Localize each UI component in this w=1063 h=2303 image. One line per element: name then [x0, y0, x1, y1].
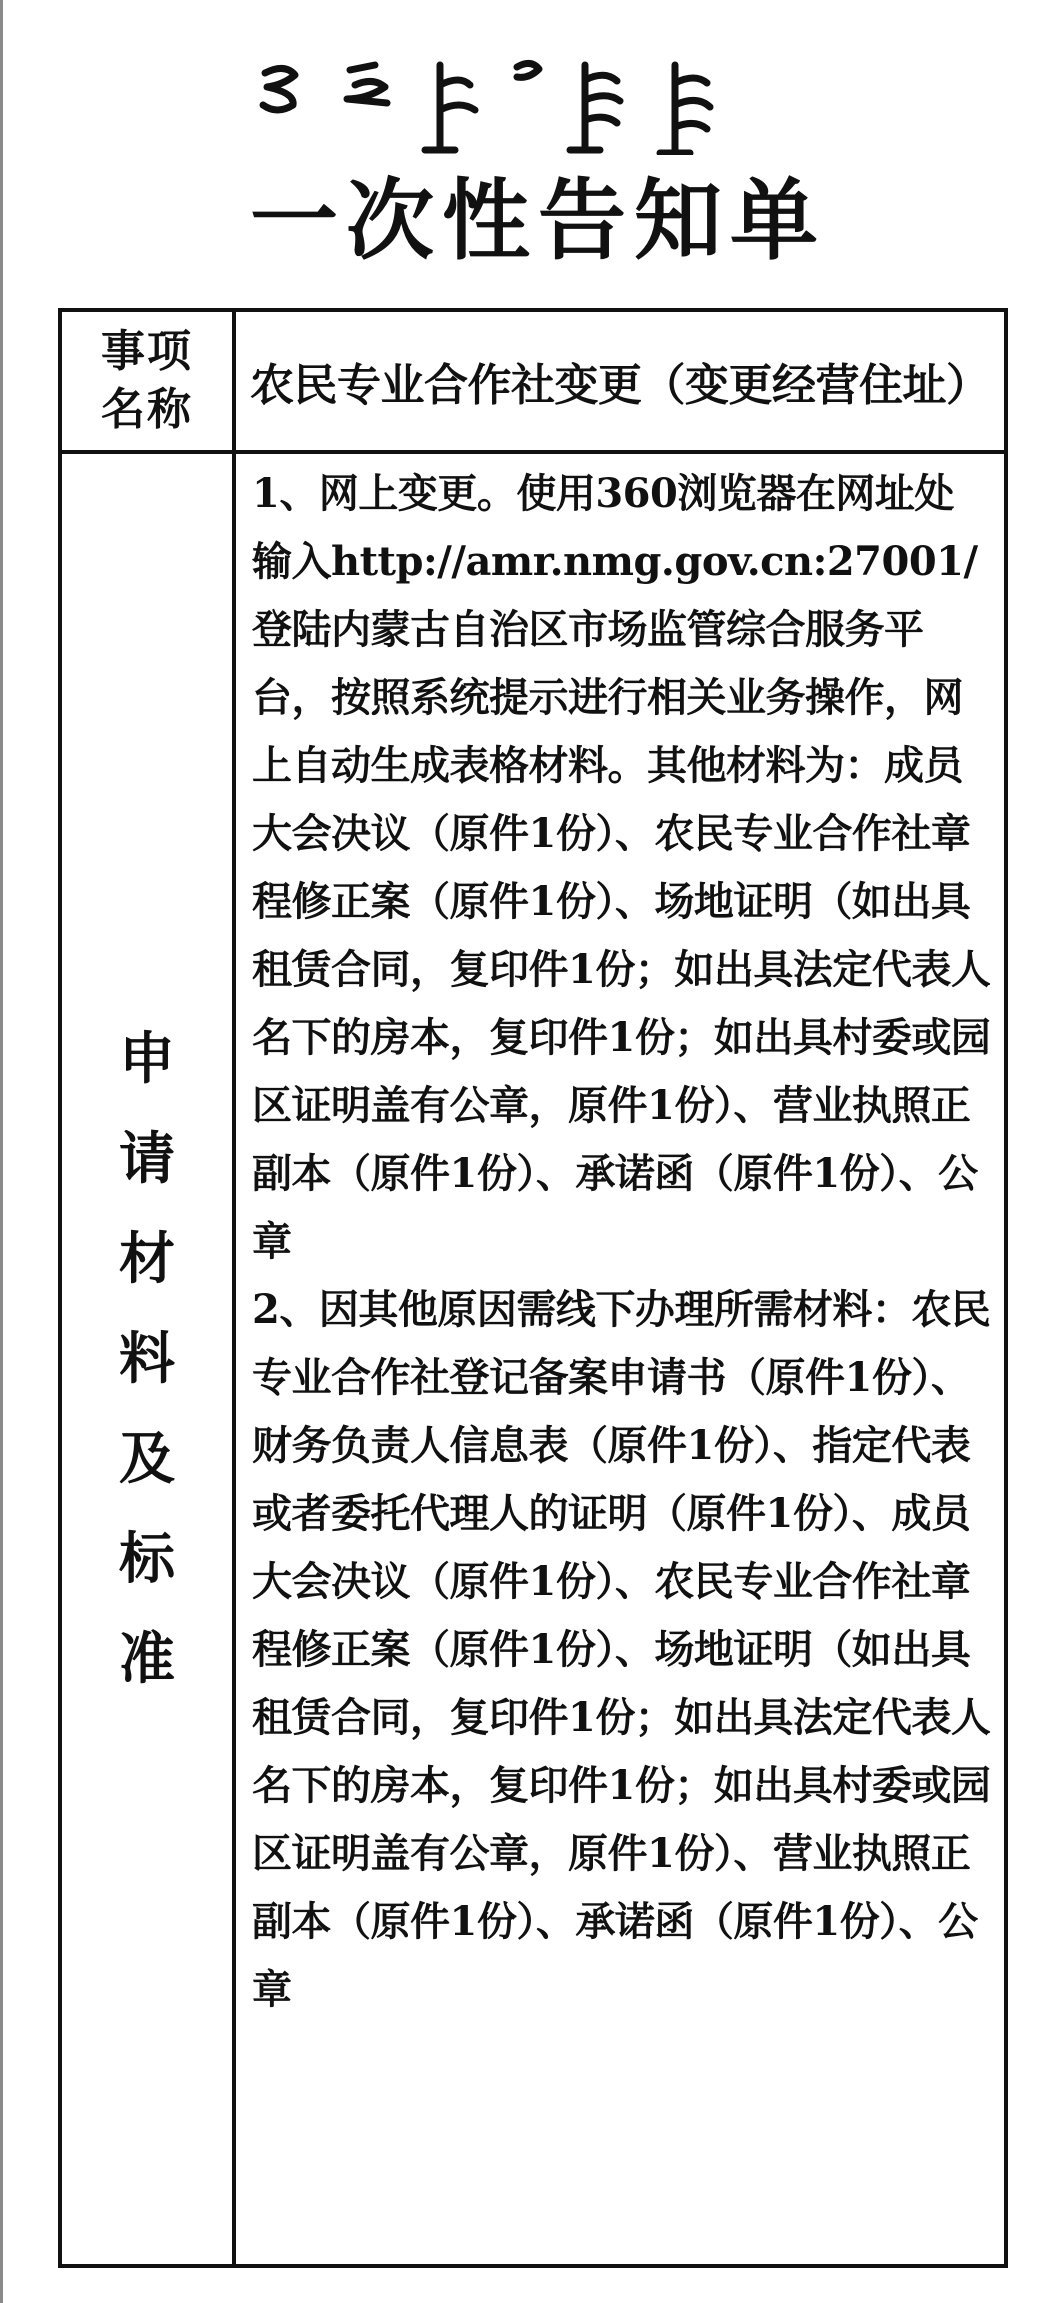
- item-name-value: 农民专业合作社变更（变更经营住址）: [250, 360, 990, 411]
- item-name-label-line1: 事项: [101, 326, 193, 377]
- table-column-divider: [232, 312, 236, 2264]
- item-name-label-line2: 名称: [101, 384, 193, 435]
- left-border-line: [0, 0, 3, 2303]
- materials-label-text: 申请材料及标准: [119, 1026, 175, 1692]
- offline-materials-paragraph: 2、因其他原因需线下办理所需材料：农民专业合作社登记备案申请书（原件1份）、财务负责人信息表（原件1份）、指定代表或者委托代理人的证明（原件1份）、成员大会决议（原件1份）、农民专业合作社章程修正案（原件1份）、场地证明（如出具租赁合同，复印件1份；如出具法定代表人名下的房本，复印件1份；如出具村委或园区证明盖有公章，原件1份）、营业执照正副本（原件1份）、承诺函（原件1份）、公章: [252, 1286, 991, 2013]
- materials-content: [252, 460, 992, 2024]
- item-name-label: [62, 312, 232, 450]
- mongolian-script-title: [255, 55, 775, 155]
- page-title: 一次性告知单: [250, 168, 827, 272]
- info-table: [58, 308, 1008, 2268]
- online-change-paragraph: 1、网上变更。使用360浏览器在网址处输入http://amr.nmg.gov.cn:27001/登陆内蒙古自治区市场监管综合服务平台，按照系统提示进行相关业务操作，网上自动生成表格材料。其他材料为：成员大会决议（原件1份）、农民专业合作社章程修正案（原件1份）、场地证明（如出具租赁合同，复印件1份；如出具法定代表人名下的房本，复印件1份；如出具村委或园区证明盖有公章，原件1份）、营业执照正副本（原件1份）、承诺函（原件1份）、公章: [252, 470, 991, 1265]
- materials-label: [62, 454, 232, 2264]
